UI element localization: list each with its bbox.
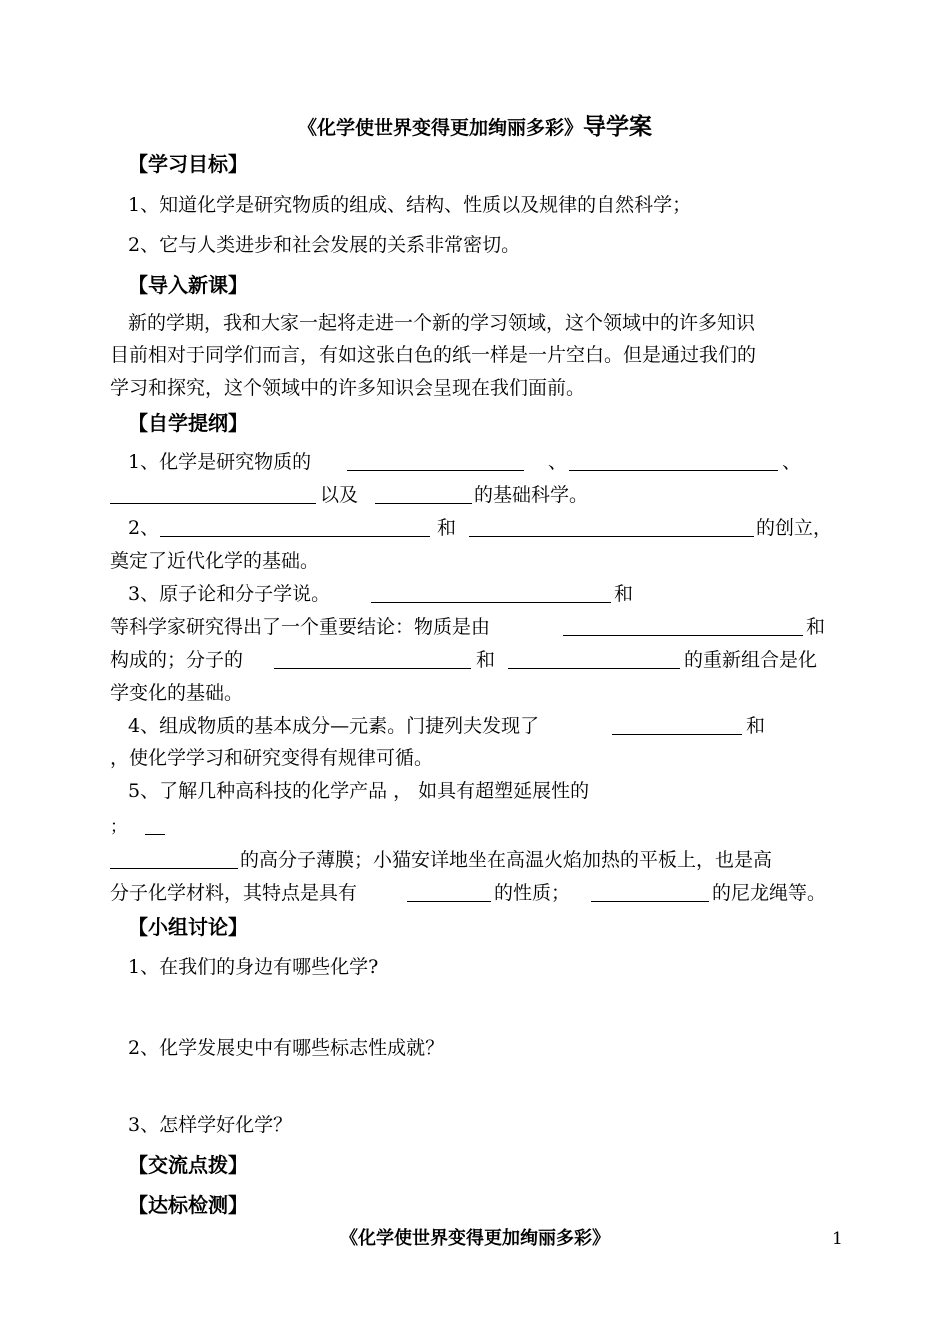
q5-semicolon: ； bbox=[110, 817, 127, 837]
goal-item-2: 2、它与人类进步和社会发展的关系非常密切。 bbox=[128, 234, 521, 256]
q5-property-end: 的性质； bbox=[494, 882, 571, 904]
q3-blank-scientist-1[interactable] bbox=[371, 602, 611, 603]
intro-line-3: 学习和探究，这个领域中的许多知识会呈现在我们面前。 bbox=[110, 377, 586, 399]
q3-and-3: 和 bbox=[476, 649, 496, 671]
q5-blank-nylon[interactable] bbox=[591, 901, 709, 902]
q5-text: 5、了解几种高科技的化学产品 ， 如具有超塑延展性的 bbox=[128, 780, 590, 802]
title-main: 《化学使世界变得更加绚丽多彩》 bbox=[297, 117, 583, 139]
q3-blank-split[interactable] bbox=[274, 668, 471, 669]
test-heading: 【达标检测】 bbox=[128, 1193, 248, 1217]
q3-and-2: 和 bbox=[806, 616, 826, 638]
q4-line-2: ，使化学学习和研究变得有规律可循。 bbox=[110, 747, 434, 769]
q4-blank-periodic-law[interactable] bbox=[612, 734, 742, 735]
q1-blank-laws[interactable] bbox=[375, 503, 472, 504]
q3-line-4: 学变化的基础。 bbox=[110, 682, 244, 704]
q2-blank-molecular-theory[interactable] bbox=[469, 536, 754, 537]
document-title bbox=[0, 112, 950, 143]
page-number: 1 bbox=[832, 1229, 843, 1249]
q5-line-4: 分子化学材料，其特点是具有 bbox=[110, 882, 358, 904]
q5-blank-short[interactable] bbox=[145, 834, 165, 835]
q5-end: 的尼龙绳等。 bbox=[712, 882, 827, 904]
q1-and: 以及 bbox=[320, 484, 359, 506]
q5-blank-material[interactable] bbox=[110, 868, 238, 869]
goal-item-1: 1、知道化学是研究物质的组成、结构、性质以及规律的自然科学； bbox=[128, 194, 692, 216]
q1-blank-structure[interactable] bbox=[569, 470, 778, 471]
q3-blank-recombine[interactable] bbox=[508, 668, 680, 669]
q4-and: 和 bbox=[746, 715, 766, 737]
discussion-heading: 【小组讨论】 bbox=[128, 915, 248, 939]
q1-blank-properties[interactable] bbox=[110, 503, 316, 504]
exchange-heading: 【交流点拨】 bbox=[128, 1153, 248, 1177]
q3-line-3: 构成的；分子的 bbox=[110, 649, 244, 671]
outline-heading: 【自学提纲】 bbox=[128, 411, 248, 435]
q2-blank-atomic-theory[interactable] bbox=[160, 536, 430, 537]
q3-blank-atoms[interactable] bbox=[563, 635, 803, 636]
q2-line-2: 奠定了近代化学的基础。 bbox=[110, 550, 320, 572]
q2-and: 和 bbox=[437, 517, 457, 539]
discussion-item-2: 2、化学发展史中有哪些标志性成就？ bbox=[128, 1037, 445, 1059]
q1-end: 的基础科学。 bbox=[474, 484, 589, 506]
q1-blank-composition[interactable] bbox=[347, 470, 524, 471]
q1-sep-1: 、 bbox=[548, 451, 568, 473]
q4-text: 4、组成物质的基本成分—元素。门捷列夫发现了 bbox=[128, 715, 540, 737]
q2-number: 2、 bbox=[128, 517, 160, 539]
q2-end: 的创立， bbox=[756, 517, 833, 539]
intro-line-2: 目前相对于同学们而言，有如这张白色的纸一样是一片空白。但是通过我们的 bbox=[110, 344, 757, 366]
q3-line-2: 等科学家研究得出了一个重要结论：物质是由 bbox=[110, 616, 491, 638]
q1-text: 1、化学是研究物质的 bbox=[128, 451, 312, 473]
goals-heading: 【学习目标】 bbox=[128, 152, 248, 176]
q3-line-3-end: 的重新组合是化 bbox=[684, 649, 818, 671]
page-footer: 《化学使世界变得更加绚丽多彩》 bbox=[340, 1228, 610, 1249]
q1-sep-2: 、 bbox=[782, 451, 802, 473]
discussion-item-1: 1、在我们的身边有哪些化学? bbox=[128, 956, 379, 978]
q5-blank-property[interactable] bbox=[407, 901, 491, 902]
q5-line-3: 的高分子薄膜；小猫安详地坐在高温火焰加热的平板上，也是高 bbox=[240, 849, 773, 871]
q3-and-1: 和 bbox=[614, 583, 634, 605]
discussion-item-3: 3、怎样学好化学？ bbox=[128, 1114, 293, 1136]
intro-heading: 【导入新课】 bbox=[128, 273, 248, 297]
q3-text: 3、原子论和分子学说。 bbox=[128, 583, 331, 605]
title-suffix: 导学案 bbox=[583, 114, 652, 140]
intro-line-1: 新的学期，我和大家一起将走进一个新的学习领域，这个领域中的许多知识 bbox=[128, 312, 756, 334]
